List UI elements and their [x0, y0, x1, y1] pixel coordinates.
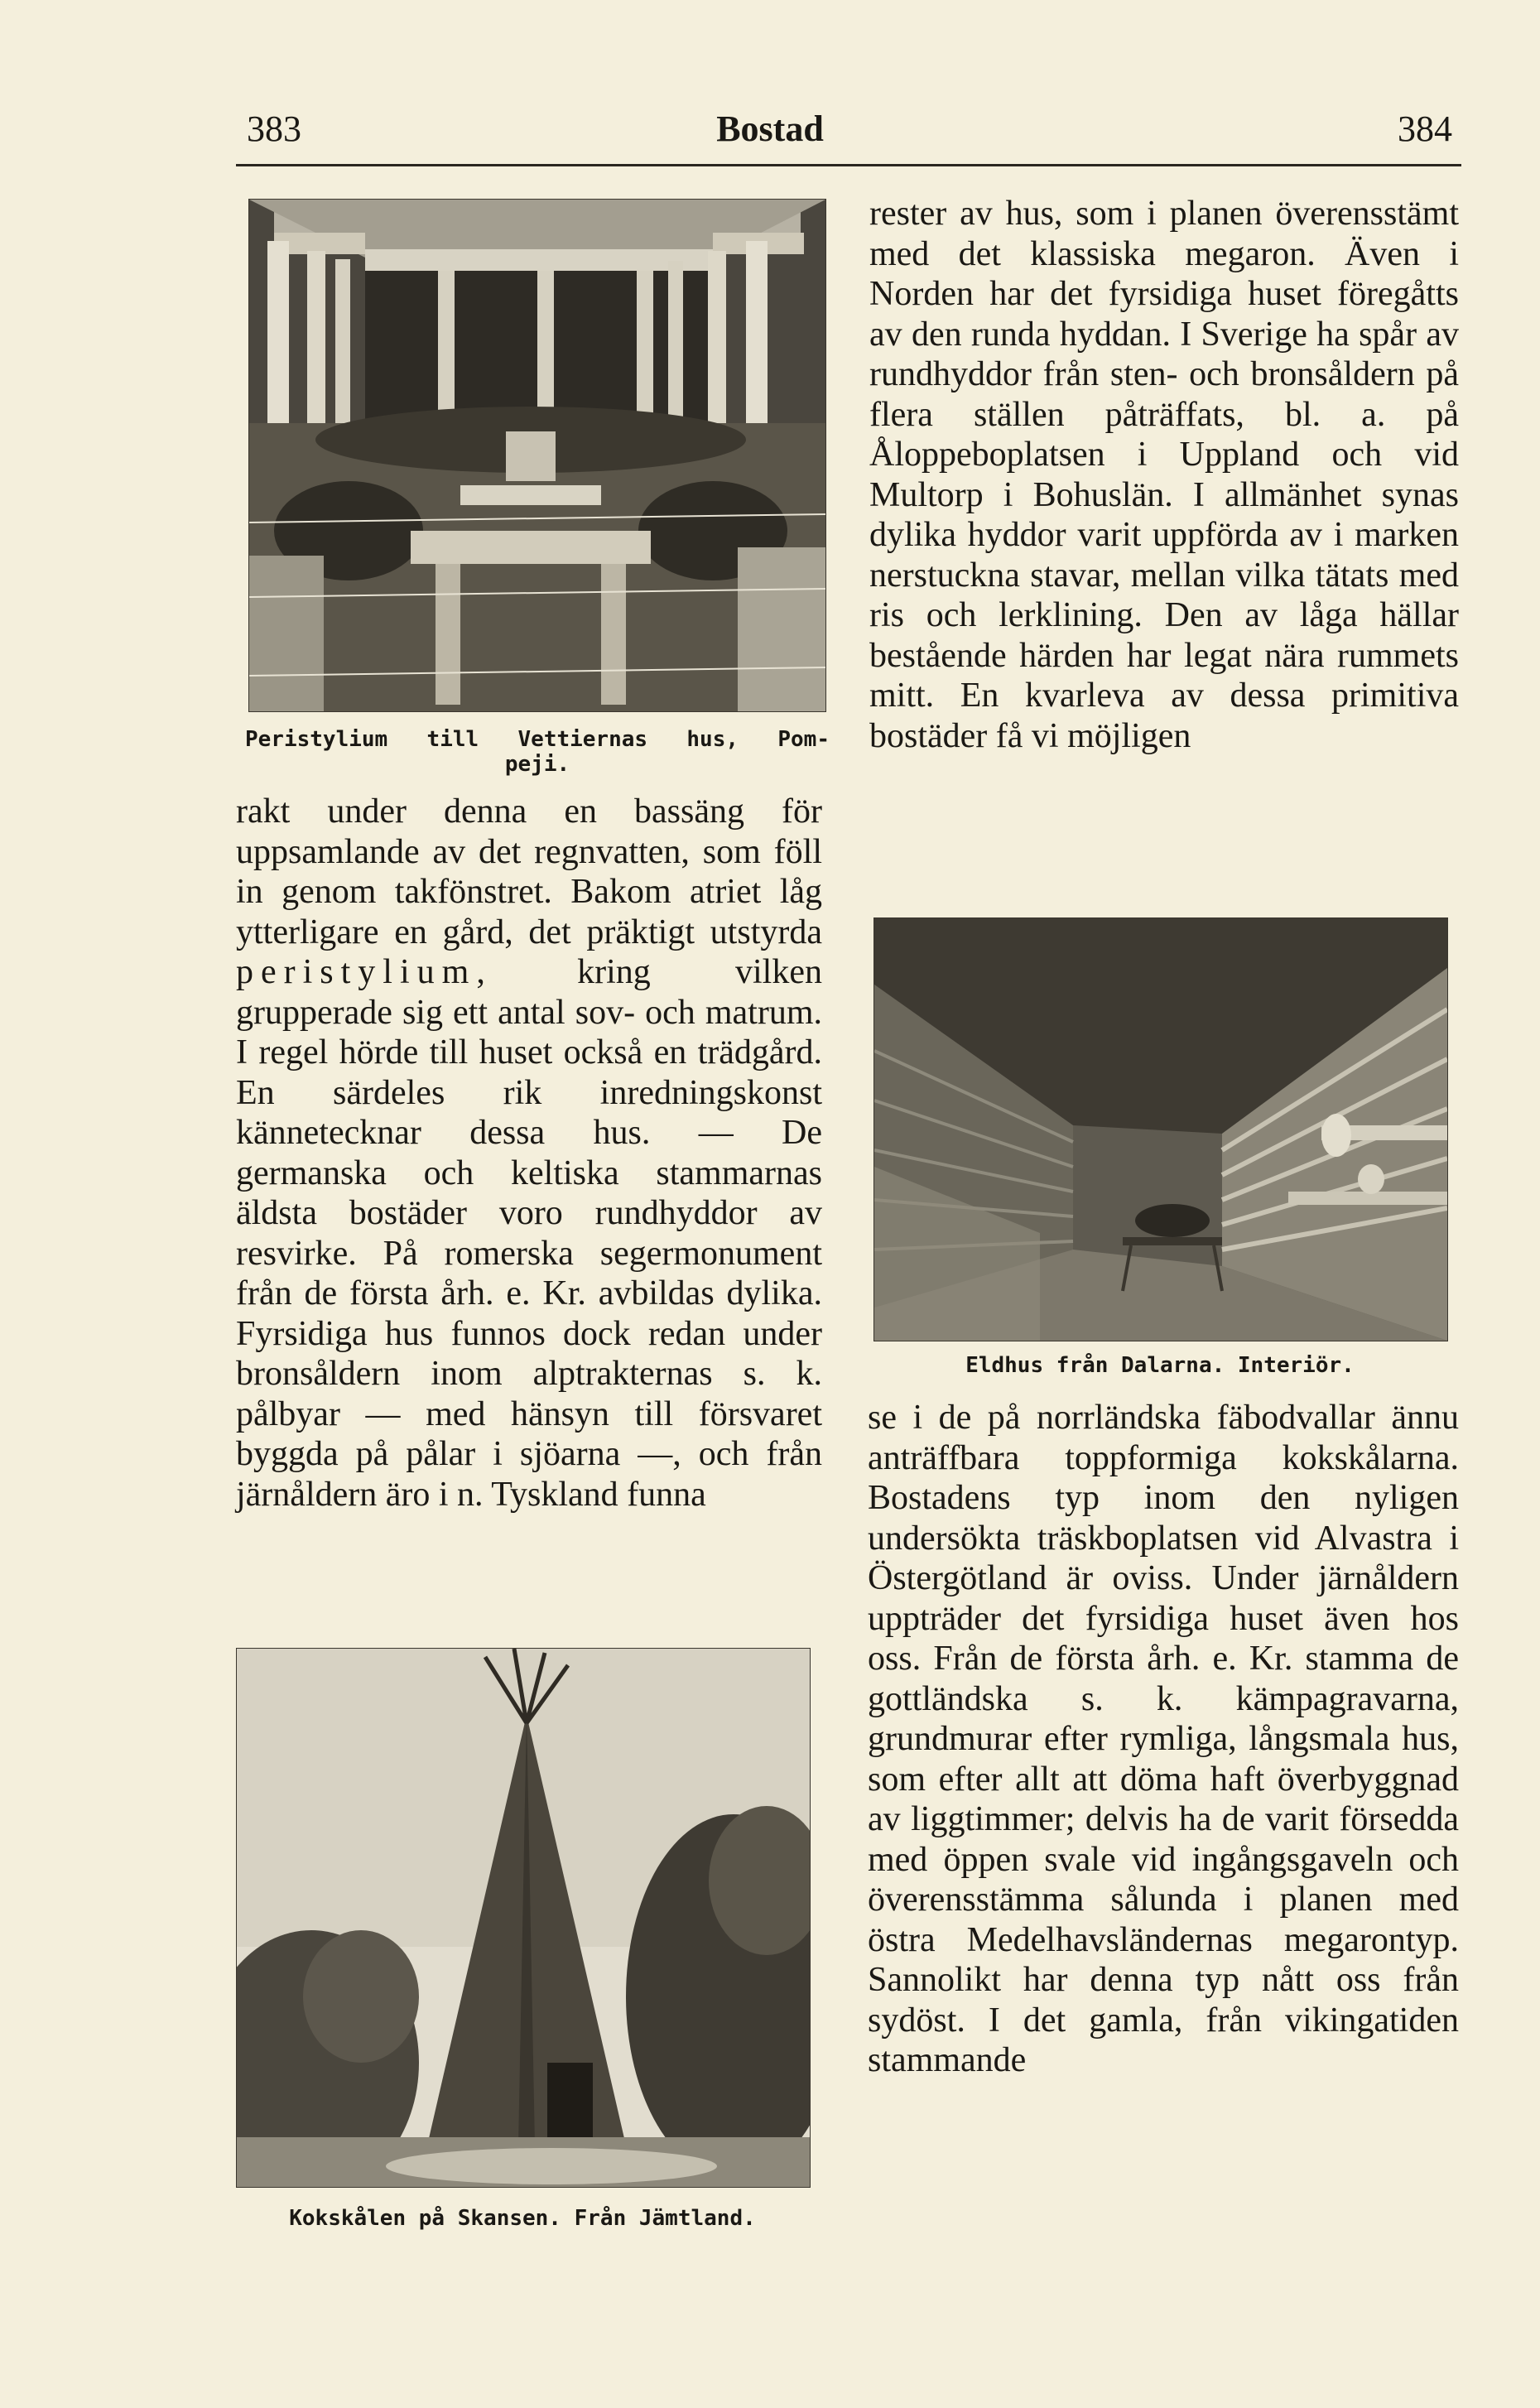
peristyle-photo	[248, 199, 826, 712]
right-text-bottom: se i de på norrländska fäbodvallar ännu anträffbara toppformiga kokskålarna. Bostadens typ inom den nyligen undersökta träskboplatsen vid Alvastra i Östergötland är oviss. Under järnåldern uppträder det fyrsidiga huset även hos oss. Från de första årh. e. Kr. stamma de gottländska s. k. kämpagravarna, grundmurar efter rymliga, långsmala hus, som efter allt att döma haft överbyggnad av liggtimmer; delvis ha de varit försedda med öppen svale vid ingångsgaveln och överensstämma sålunda i planen med östra Medelhavsländernas megarontyp. Sannolikt har denna typ nått oss från sydöst. I det gamla, från vikingatiden stammande	[868, 1399, 1459, 2079]
kokskalen-illustration	[237, 1649, 810, 2187]
left-column	[236, 792, 822, 1515]
header-rule	[236, 164, 1461, 166]
kokskalen-caption: Kokskålen på Skansen. Från Jämtland.	[289, 2206, 756, 2231]
right-text-top: rester av hus, som i planen överensstämt med det klassiska megaron. Även i Norden har det fyrsidiga huset föregåtts av den runda hyddan. I Sverige ha spår av rundhyddor från sten- och bronsåldern på flera ställen påträffats, bl. a. på Åloppeboplatsen i Uppland och vid Multorp i Bohuslän. I allmänhet synas dylika hyddor varit uppförda av i marken nerstuckna stavar, mellan vilka tätats med ris och lerklining. Den av låga hällar bestående härden har legat nära rummets mitt. En kvarleva av dessa primitiva bostäder få vi möjligen	[869, 195, 1459, 755]
eldhus-illustration	[874, 918, 1447, 1341]
left-column-text	[236, 792, 822, 1515]
peristyle-illustration	[249, 200, 825, 711]
kokskalen-photo	[236, 1648, 811, 2188]
right-column-bottom	[868, 1398, 1459, 2081]
page-number-right: 384	[1398, 108, 1452, 149]
peristyle-caption-line1: Peristylium till Vettiernas hus, Pom-	[245, 727, 830, 752]
right-column-top	[869, 194, 1459, 756]
left-text-b: kring vilken grupperade sig ett antal sov- och matrum. I regel hörde till huset också en trädgård. En särdeles rik inredningskonst kännetecknar dessa hus. — De germanska och keltiska stammarnas äldsta bostäder voro rundhyddor av resvirke. På romerska segermonument från de första årh. e. Kr. avbildas dylika. Fyrsidiga hus funnos dock redan under bronsåldern inom alptrakternas s. k. pålbyar — med hänsyn till försvaret byggda på pålar i sjöarna —, och från järnåldern äro i n. Tyskland funna	[236, 953, 822, 1514]
peristyle-caption-line2: peji.	[504, 752, 570, 777]
eldhus-photo	[873, 917, 1448, 1341]
left-text-a: rakt under denna en bassäng för uppsamlande av det regnvatten, som föll in genom takfönstret. Bakom atriet låg ytterligare en gård, det präktigt utstyrda	[236, 792, 822, 951]
eldhus-caption: Eldhus från Dalarna. Interiör.	[965, 1353, 1355, 1378]
running-title: Bostad	[716, 108, 824, 149]
page-number-left: 383	[247, 108, 301, 149]
spaced-term: peristylium,	[236, 953, 493, 991]
